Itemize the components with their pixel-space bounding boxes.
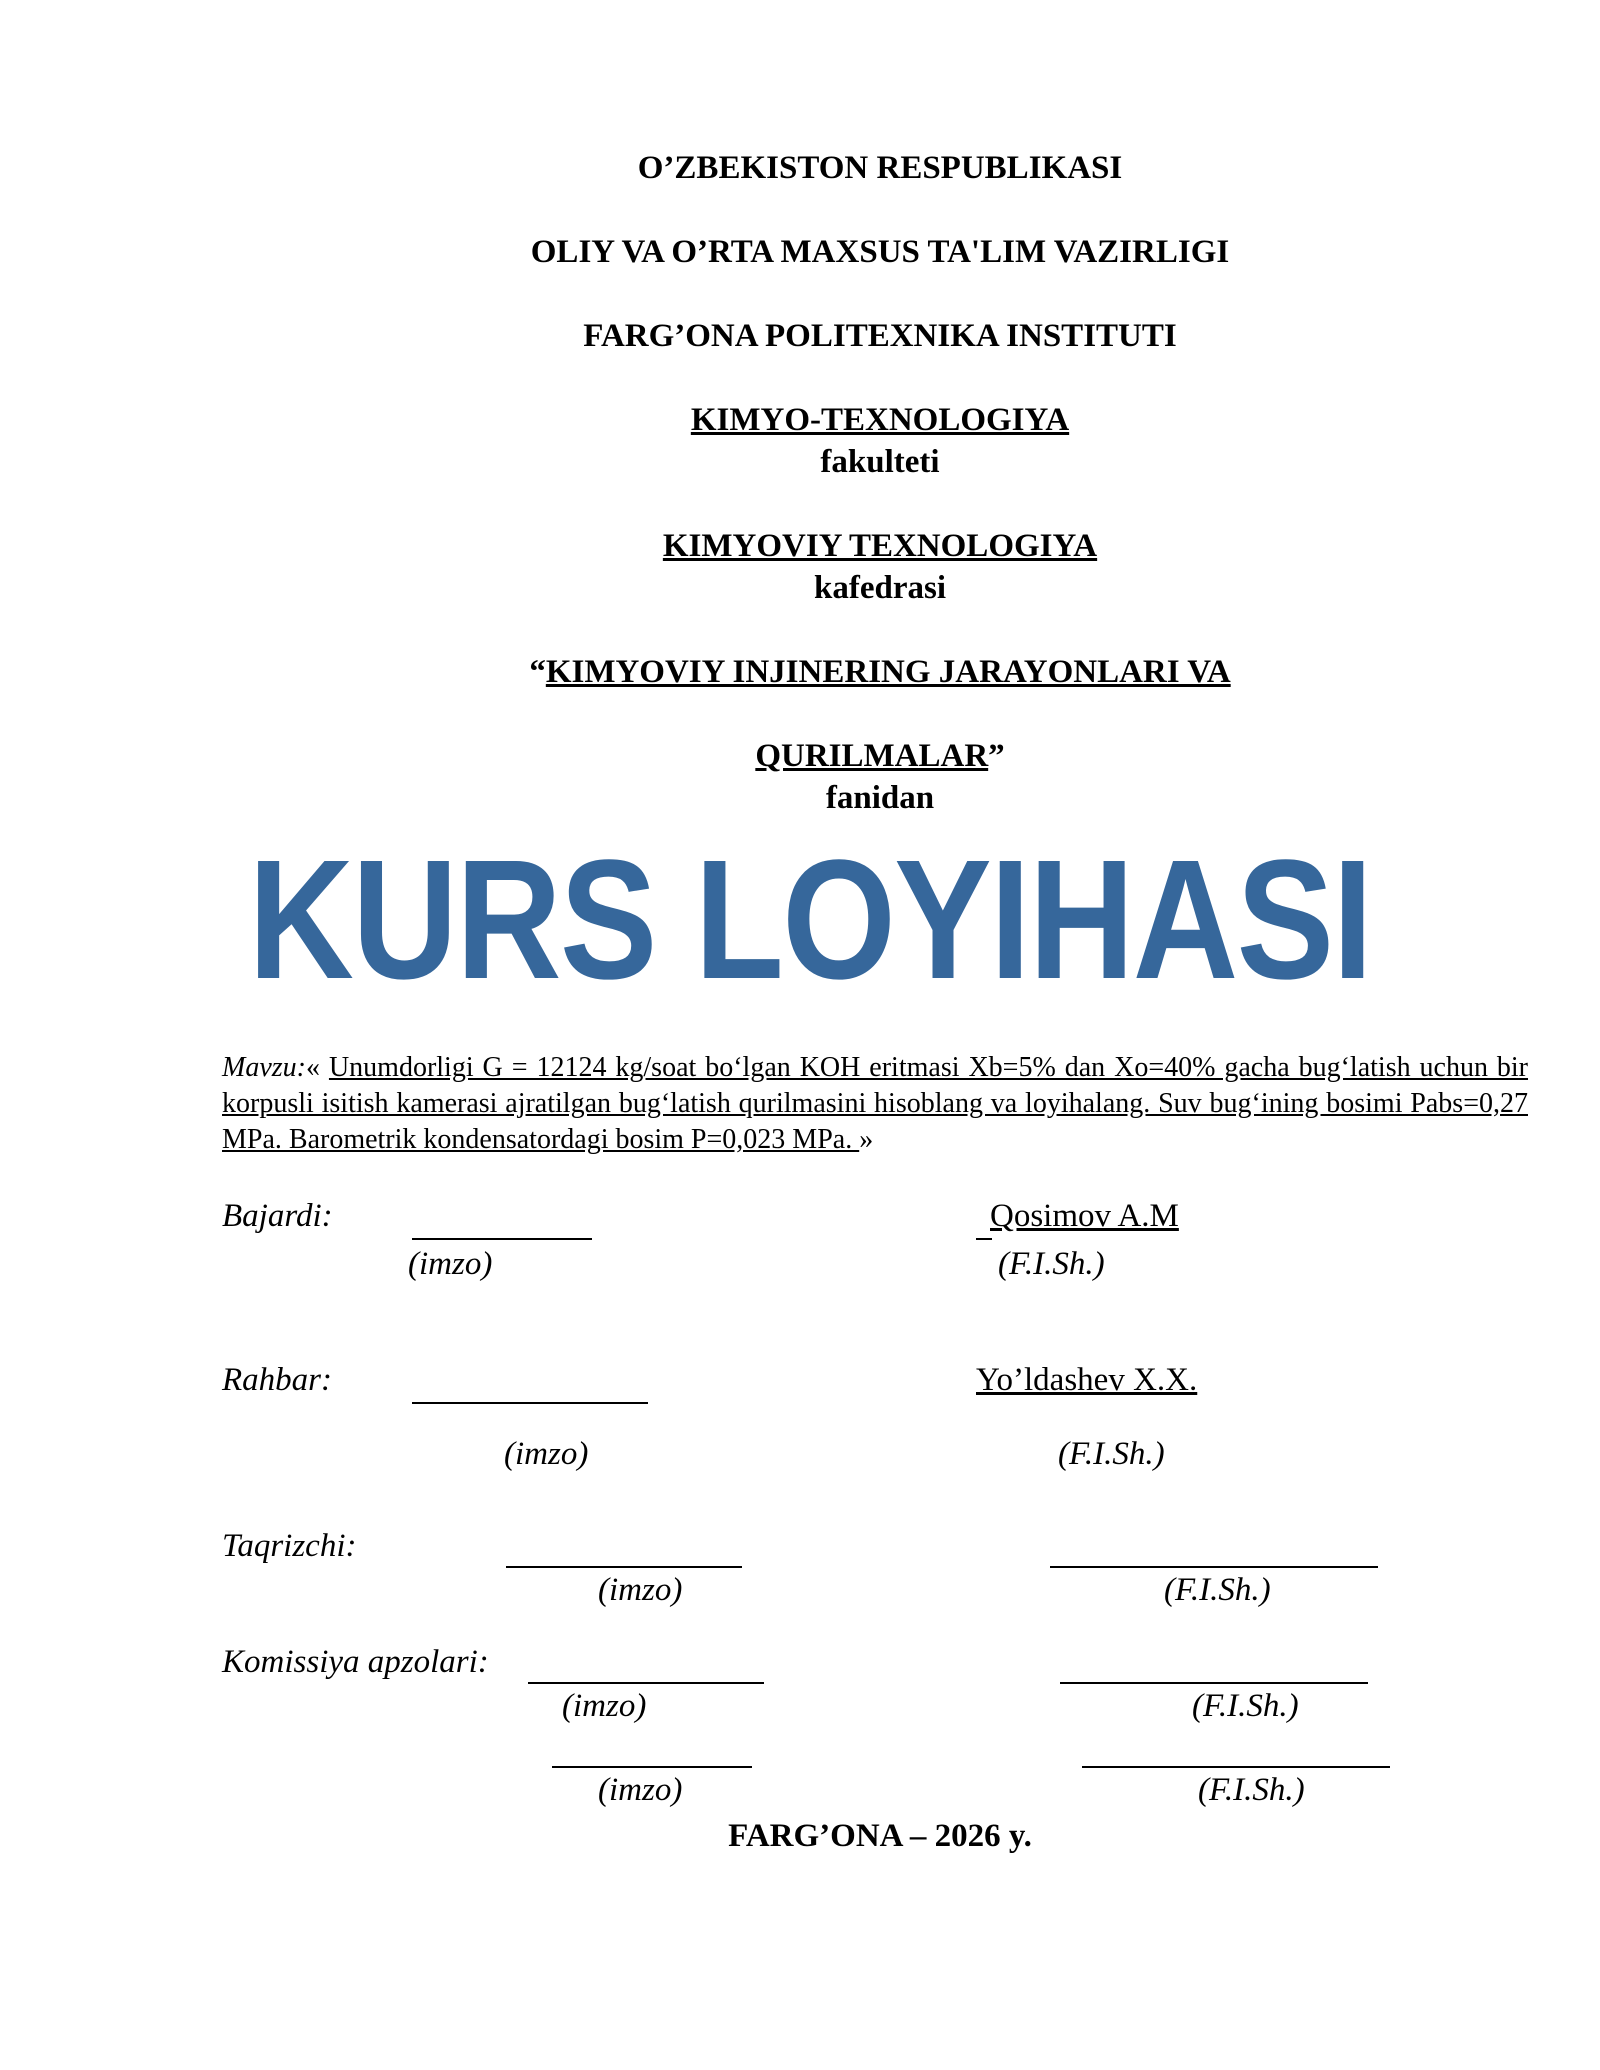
bajardi-signature-line <box>412 1238 592 1240</box>
komissiya-signature-line-2 <box>552 1766 752 1768</box>
subject-line-2 <box>420 736 1340 776</box>
header-block <box>420 0 1340 820</box>
department-word: kafedrasi <box>814 570 946 606</box>
taqrizchi-fish: (F.I.Sh.) <box>1164 1572 1271 1608</box>
faculty-word: fakulteti <box>820 444 940 480</box>
taqrizchi-label: Taqrizchi: <box>222 1528 357 1564</box>
komissiya-label: Komissiya apzolari: <box>222 1644 489 1680</box>
faculty-name: KIMYO-TEXNOLOGIYA <box>690 402 1070 438</box>
komissiya-fish-1: (F.I.Sh.) <box>1192 1688 1299 1724</box>
institute-heading: FARG’ONA POLITEXNIKA INSTITUTI <box>583 318 1177 354</box>
topic-label: Mavzu: <box>222 1052 306 1083</box>
topic-text: Unumdorligi G = 12124 kg/soat bo‘lgan KOH eritmasi Xb=5% dan Xo=40% gacha bug‘latish uchun bir korpusli isitish kamerasi ajratilgan bug‘latish qurilmasini hisoblang va loyihalang. Suv bug‘ining bosimi Pabs=0,27 MPa. Barometrik kondensatordagi bosim P=0,023 MPa. <box>222 1052 1529 1155</box>
bajardi-name-underline <box>976 1238 992 1240</box>
subject-word: fanidan <box>825 780 935 816</box>
rahbar-imzo: (imzo) <box>504 1436 589 1472</box>
topic-close-quote: » <box>859 1124 874 1155</box>
komissiya-fish-2: (F.I.Sh.) <box>1198 1772 1305 1808</box>
bajardi-name: Qosimov A.M <box>990 1198 1179 1234</box>
subject-line-2-text: QURILMALAR <box>755 738 989 774</box>
komissiya-signature-line-1 <box>528 1682 764 1684</box>
republic-heading: O’ZBEKISTON RESPUBLIKASI <box>637 150 1123 186</box>
bajardi-fish: (F.I.Sh.) <box>998 1246 1105 1282</box>
taqrizchi-imzo: (imzo) <box>598 1572 683 1608</box>
rahbar-label: Rahbar: <box>222 1362 332 1398</box>
taqrizchi-signature-line <box>506 1566 742 1568</box>
komissiya-imzo-2: (imzo) <box>598 1772 683 1808</box>
subject-open-quote: “ <box>529 654 546 690</box>
rahbar-signature-line <box>412 1402 648 1404</box>
rahbar-name: Yo’ldashev X.X. <box>976 1362 1198 1398</box>
komissiya-imzo-1: (imzo) <box>562 1688 647 1724</box>
bajardi-imzo: (imzo) <box>408 1246 493 1282</box>
komissiya-name-line-1 <box>1060 1682 1368 1684</box>
course-project-title: KURS LOYIHASI <box>248 825 1372 1015</box>
department-name: KIMYOVIY TEXNOLOGIYA <box>662 528 1098 564</box>
rahbar-fish: (F.I.Sh.) <box>1058 1436 1165 1472</box>
bajardi-label: Bajardi: <box>222 1198 333 1234</box>
topic-paragraph <box>222 1050 1528 1158</box>
komissiya-name-line-2 <box>1082 1766 1390 1768</box>
ministry-heading: OLIY VA O’RTA MAXSUS TA'LIM VAZIRLIGI <box>530 234 1230 270</box>
taqrizchi-name-line <box>1050 1566 1378 1568</box>
subject-line-1 <box>420 652 1340 692</box>
topic-open-quote: « <box>305 1052 329 1083</box>
subject-close-quote: ” <box>988 738 1005 774</box>
subject-line-1-text: KIMYOVIY INJINERING JARAYONLARI VA <box>545 654 1231 690</box>
footer-city-year: FARG’ONA – 2026 y. <box>728 1818 1032 1854</box>
